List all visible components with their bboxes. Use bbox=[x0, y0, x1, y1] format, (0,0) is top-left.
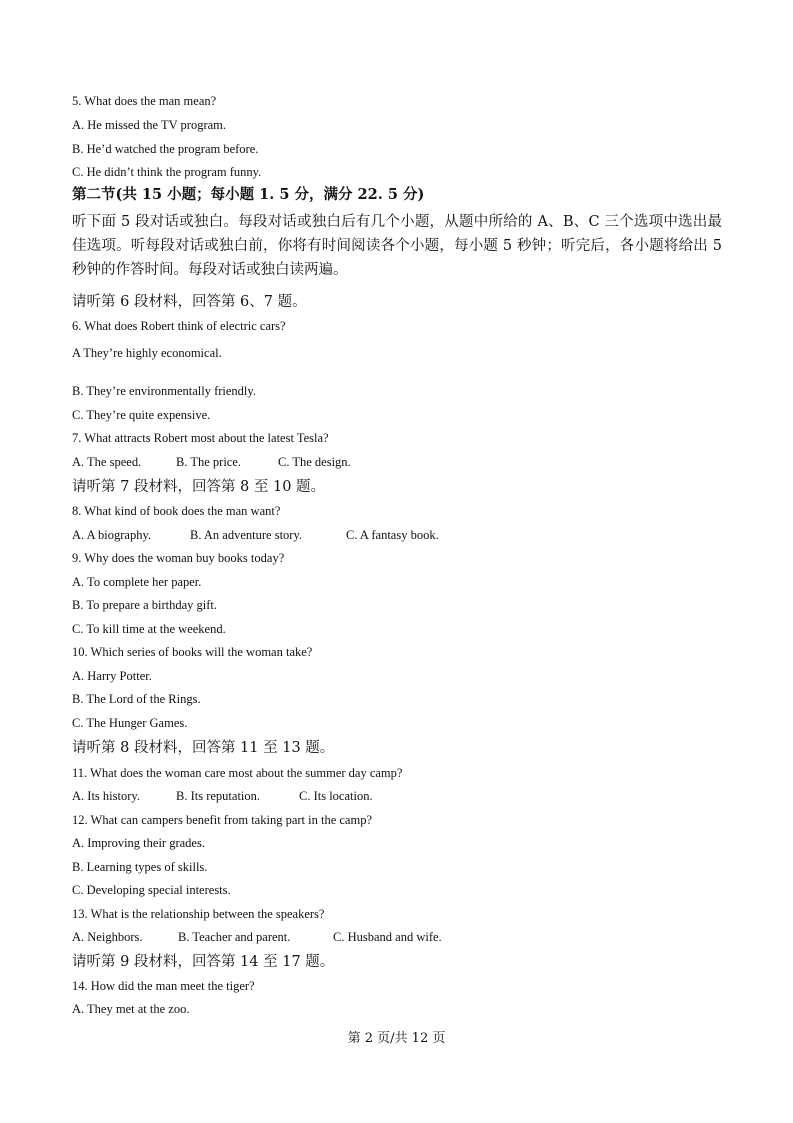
question-9-option-b: B. To prepare a birthday gift. bbox=[72, 598, 218, 612]
question-12-option-b: B. Learning types of skills. bbox=[72, 860, 208, 874]
question-7-stem: 7. What attracts Robert most about the latest Tesla? bbox=[72, 431, 329, 445]
passage-6-label: 请听第 6 段材料，回答第 6、7 题。 bbox=[72, 294, 307, 310]
page-number: 第 2 页/共 12 页 bbox=[347, 1031, 446, 1046]
question-8-option-b: B. An adventure story. bbox=[190, 528, 303, 542]
question-9-option-a: A. To complete her paper. bbox=[72, 575, 202, 589]
question-7-option-a: A. The speed. bbox=[72, 455, 142, 469]
question-8-option-a: A. A biography. bbox=[72, 528, 152, 542]
question-5-option-b: B. He’d watched the program before. bbox=[72, 142, 259, 156]
question-12-stem: 12. What can campers benefit from taking part in the camp? bbox=[72, 813, 372, 827]
question-11-stem: 11. What does the woman care most about the summer day camp? bbox=[72, 766, 403, 780]
passage-9-label: 请听第 9 段材料，回答第 14 至 17 题。 bbox=[72, 954, 335, 970]
question-5-stem: 5. What does the man mean? bbox=[72, 94, 217, 108]
question-11-option-c: C. Its location. bbox=[299, 789, 373, 803]
question-10-stem: 10. Which series of books will the woman take? bbox=[72, 645, 313, 659]
question-14-stem: 14. How did the man meet the tiger? bbox=[72, 979, 255, 993]
question-6-option-a: A They’re highly economical. bbox=[72, 346, 222, 360]
question-13-option-c: C. Husband and wife. bbox=[333, 930, 442, 944]
question-10-option-a: A. Harry Potter. bbox=[72, 669, 152, 683]
section-2-heading: 第二节(共 15 小题；每小题 1. 5 分，满分 22. 5 分) bbox=[72, 186, 425, 203]
question-10-option-b: B. The Lord of the Rings. bbox=[72, 692, 201, 706]
question-8-option-c: C. A fantasy book. bbox=[346, 528, 439, 542]
question-6-stem: 6. What does Robert think of electric cars? bbox=[72, 319, 286, 333]
section-2-instructions: 听下面 5 段对话或独白。每段对话或独白后有几个小题，从题中所给的 A、B、C 三个选项中选出最佳选项。听每段对话或独白前，你将有时间阅读各个小题，每小题 5 秒钟；听完后，各小题将给出 5 秒钟的作答时间。每段对话或独白读两遍。 bbox=[72, 214, 722, 278]
question-7-option-c: C. The design. bbox=[278, 455, 351, 469]
question-13-option-b: B. Teacher and parent. bbox=[178, 930, 291, 944]
question-13-option-a: A. Neighbors. bbox=[72, 930, 143, 944]
question-9-stem: 9. Why does the woman buy books today? bbox=[72, 551, 285, 565]
question-6-option-b: B. They’re environmentally friendly. bbox=[72, 384, 256, 398]
question-14-option-a: A. They met at the zoo. bbox=[72, 1002, 190, 1016]
question-10-option-c: C. The Hunger Games. bbox=[72, 716, 188, 730]
question-13-stem: 13. What is the relationship between the speakers? bbox=[72, 907, 325, 921]
question-8-stem: 8. What kind of book does the man want? bbox=[72, 504, 281, 518]
question-11-option-a: A. Its history. bbox=[72, 789, 140, 803]
question-11-option-b: B. Its reputation. bbox=[176, 789, 261, 803]
question-12-option-a: A. Improving their grades. bbox=[72, 836, 205, 850]
question-6-option-c: C. They’re quite expensive. bbox=[72, 408, 211, 422]
question-5-option-c: C. He didn’t think the program funny. bbox=[72, 165, 262, 179]
question-12-option-c: C. Developing special interests. bbox=[72, 883, 231, 897]
question-7-option-b: B. The price. bbox=[176, 455, 242, 469]
passage-7-label: 请听第 7 段材料，回答第 8 至 10 题。 bbox=[72, 479, 326, 495]
question-5-option-a: A. He missed the TV program. bbox=[72, 118, 227, 132]
passage-8-label: 请听第 8 段材料，回答第 11 至 13 题。 bbox=[72, 740, 335, 756]
question-9-option-c: C. To kill time at the weekend. bbox=[72, 622, 226, 636]
